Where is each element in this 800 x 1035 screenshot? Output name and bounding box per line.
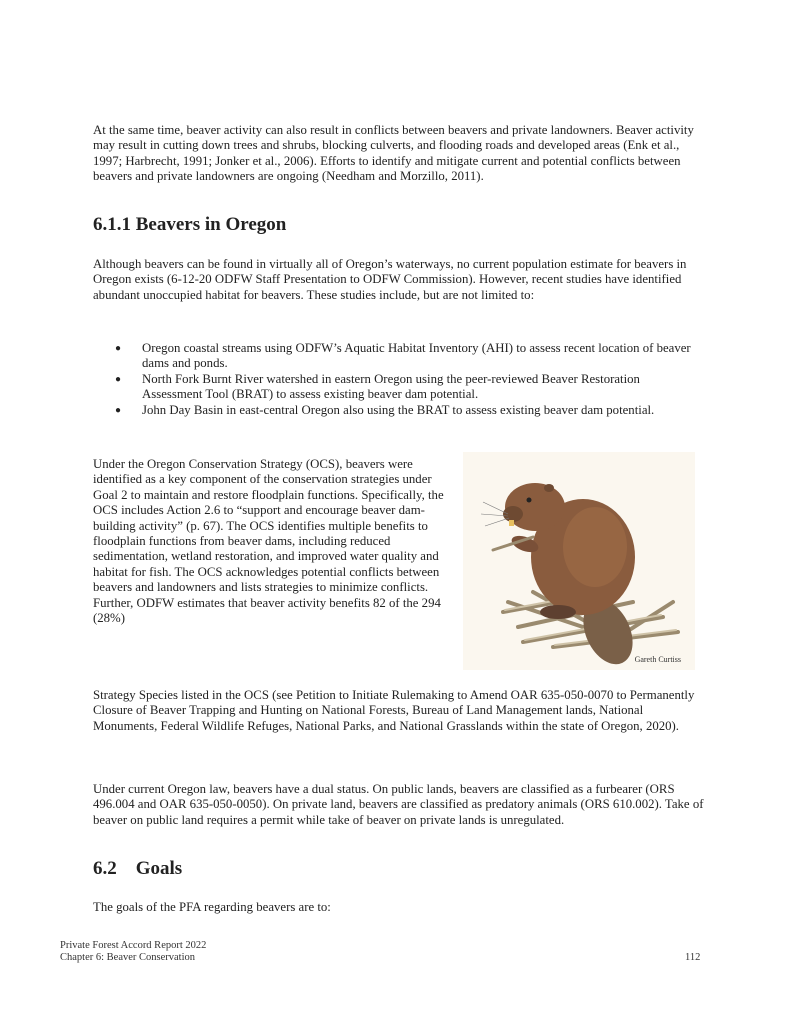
goals-intro-paragraph: The goals of the PFA regarding beavers are to: bbox=[93, 900, 331, 914]
intro-paragraph: At the same time, beaver activity can also result in conflicts between beavers and private landowners. Beaver activity may result in cutting down trees and shrubs, blocking culverts, and flooding roads and developed areas (Enk et al., 1997; Harbrecht, 1991; Jonker et al., 2006). Efforts to identify and mitigate current and potential conflicts between beavers and private landowners are ongoing (Needham and Morzillo, 2011). bbox=[93, 123, 694, 184]
ocs-paragraph-continued: Strategy Species listed in the OCS (see Petition to Initiate Rulemaking to Amend OAR 635-050-0070 to Permanently Closure of Beaver Trapping and Hunting on National Forests, Bureau of Land Management lands, National Monuments, Federal Wildlife Refuges, National Parks, and National Grasslands within the state of Oregon, 2020). bbox=[93, 688, 695, 733]
page-footer bbox=[60, 940, 206, 964]
page-number: 112 bbox=[685, 952, 701, 963]
heading-beavers-in-oregon: 6.1.1 Beavers in Oregon bbox=[93, 214, 287, 235]
ocs-paragraph: Under the Oregon Conservation Strategy (OCS), beavers were identified as a key component of the conservation strategies under Goal 2 to maintain and restore floodplain functions. Specifically, the OCS includes Action 2.6 to “support and encourage beaver dam-building activity” (p. 67). The OCS identifies multiple benefits to floodplain functions from beaver dams, including reduced sedimentation, wetland restoration, and improved water quality and habitat for fish. The OCS acknowledges potential conflicts between beavers and landowners and lists strategies to minimize conflicts. Further, ODFW estimates that beaver activity benefits 82 of the 294 (28%) bbox=[93, 457, 444, 626]
law-paragraph: Under current Oregon law, beavers have a dual status. On public lands, beavers are classified as a furbearer (ORS 496.004 and OAR 635-050-0050). On private land, beavers are classified as predatory animals (ORS 610.002). Take of beaver on public land requires a permit while take of beaver on private lands is unregulated. bbox=[93, 782, 704, 827]
heading-goals-text: 6.2 Goals bbox=[93, 858, 183, 879]
list-item: ● Oregon coastal streams using ODFW’s Aquatic Habitat Inventory (AHI) to assess recent location of beaver dams and ponds. bbox=[115, 341, 695, 372]
footer-chapter-title: Chapter 6: Beaver Conservation bbox=[60, 952, 196, 963]
beaver-illustration bbox=[463, 452, 695, 670]
studies-list bbox=[115, 341, 695, 418]
beaver-drawing bbox=[463, 452, 695, 670]
illustration-credit: Gareth Curtiss bbox=[634, 655, 681, 664]
heading-goals bbox=[93, 858, 182, 880]
list-item: ● John Day Basin in east-central Oregon also using the BRAT to assess existing beaver dam potential. bbox=[115, 403, 695, 418]
footer-report-title: Private Forest Accord Report 2022 bbox=[60, 940, 207, 951]
list-item: ● North Fork Burnt River watershed in eastern Oregon using the peer-reviewed Beaver Restoration Assessment Tool (BRAT) to assess existing beaver dam potential. bbox=[115, 372, 695, 403]
oregon-intro-paragraph: Although beavers can be found in virtually all of Oregon’s waterways, no current population estimate for beavers in Oregon exists (6-12-20 ODFW Staff Presentation to ODFW Commission). However, recent studies have identified abundant unoccupied habitat for beavers. These studies include, but are not limited to: bbox=[93, 257, 687, 302]
